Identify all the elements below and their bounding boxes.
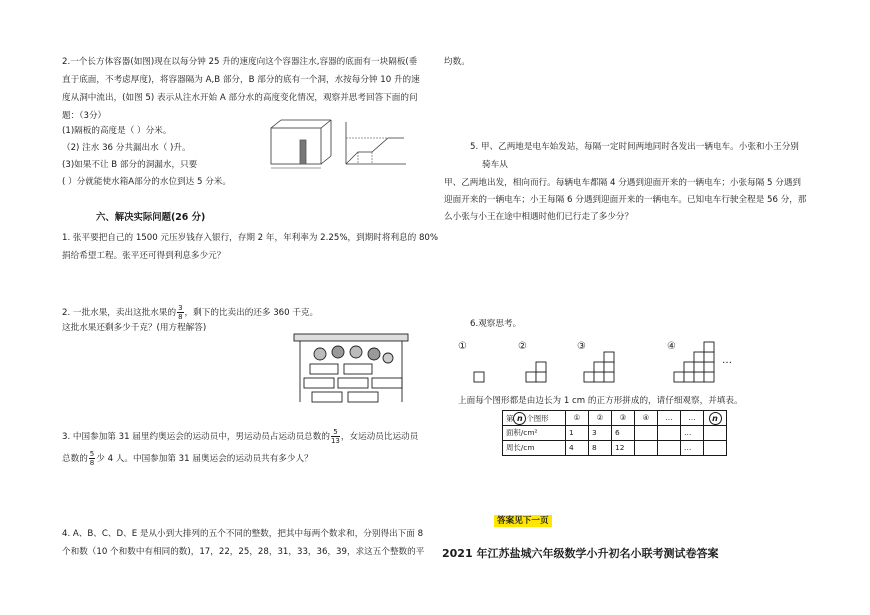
table-row-label: 周长/cm (503, 441, 566, 456)
p6-description: 上面每个图形都是由边长为 1 cm 的正方形拼成的，请仔细观察，并填表。 (458, 396, 743, 406)
p5-line4: 迎面开来的一辆电车；小王每隔 6 分遇到迎面开来的一辆电车。已知电车行驶全程是 56 分，那 (444, 195, 807, 205)
table-header-row (503, 411, 727, 426)
p2-line1 (62, 304, 318, 321)
container-figure (266, 116, 410, 174)
area-perimeter-table (502, 410, 727, 456)
q2-sub1: (1)隔板的高度是（ ）分米。 (62, 126, 172, 136)
table-cell: ① (566, 411, 589, 426)
table-cell: 8 (589, 441, 612, 456)
staircase-figures (468, 336, 728, 386)
table-cell: … (681, 426, 704, 441)
table-cell (704, 441, 727, 456)
figure-label-4: ④ (667, 341, 676, 352)
p2-fraction: $\frac{3}{8}$ (178, 304, 183, 321)
p3-fraction-2: $\frac{5}{8}$ (89, 450, 95, 467)
q2-sub2: （2) 注水 36 分共漏出水（ )升。 (62, 143, 191, 153)
p1-line1: 1. 张平要把自己的 1500 元压岁钱存入银行，存期 2 年，年利率为 2.25%，到期时将利息的 80% (62, 233, 439, 243)
table-cell: 3 (589, 426, 612, 441)
table-cell: ③ (612, 411, 635, 426)
q2-line4: 题：（3分） (62, 111, 107, 121)
p5-line2: 骑车从 (482, 160, 508, 170)
q2-line3: 度从洞中流出，(如图 5) 表示从注水开始 A 部分水的高度变化情况，观察并思考回答下面的问 (62, 93, 418, 103)
p5-line5: 么小张与小王在途中相遇时他们已行走了多少分？ (444, 212, 634, 222)
section-6-heading: 六、解决实际问题(26 分) (96, 212, 206, 223)
table-cell (704, 426, 727, 441)
p3-line1: 3. 中国参加第 31 届里约奥运会的运动员中，男运动员占运动员总数的 $\frac{5}{13}$ ，女运动员比运动员 (62, 428, 419, 445)
p2-text-b: ，剩下的比卖出的还多 360 千克。 (184, 308, 319, 318)
table-cell: 6 (612, 426, 635, 441)
figure-label-2: ② (518, 341, 527, 352)
p2-text-a: 2. 一批水果，卖出这批水果的 (62, 308, 177, 318)
table-row-perimeter (503, 441, 727, 456)
figure-label-1: ① (458, 341, 467, 352)
table-cell: ④ (635, 411, 658, 426)
table-cell: ② (589, 411, 612, 426)
table-cell: … (658, 411, 681, 426)
table-cell (658, 426, 681, 441)
p4-continuation: 均数。 (444, 57, 470, 67)
p3-line2: 总数的 $\frac{5}{8}$ 少 4 人。中国参加第 31 届奥运会的运动员共有多少人？ (62, 450, 313, 467)
table-cell (635, 441, 658, 456)
q2-sub4: ( ）分就能使水箱A部分的水位到达 5 分米。 (62, 177, 231, 187)
table-cell: 4 (566, 441, 589, 456)
table-cell-n: n (704, 411, 727, 426)
table-cell: … (681, 441, 704, 456)
p5-line1: 5. 甲、乙两地是电车始发站，每隔一定时间两地同时各发出一辆电车。小张和小王分别 (470, 142, 799, 152)
table-cell: … (681, 411, 704, 426)
q2-line1: 2.一个长方体容器(如图)现在以每分钟 25 升的速度向这个容器注水,容器的底面有一块隔板(垂 (62, 57, 418, 67)
p5-line3: 甲、乙两地出发，相向而行。每辆电车都隔 4 分遇到迎面开来的一辆电车；小张每隔 5 分遇到 (444, 178, 802, 188)
p6-title: 6.观察思考。 (470, 319, 522, 329)
table-cell: 12 (612, 441, 635, 456)
figure-ellipsis: … (722, 355, 732, 366)
figure-label-3: ③ (577, 341, 586, 352)
p4-line1: 4. A、B、C、D、E 是从小到大排列的五个不同的整数，把其中每两个数求和，分别得出下面 8 (62, 529, 424, 539)
table-cell (635, 426, 658, 441)
answer-note: 答案见下一页 (494, 517, 552, 526)
p3-fraction-1: $\frac{5}{13}$ (330, 428, 340, 445)
p1-line2: 捐给希望工程。张平还可得到利息多少元？ (62, 251, 226, 261)
q2-line2: 直于底面，不考虑厚度)，将容器隔为 A,B 部分，B 部分的底有一个洞，水按每分钟 10 升的速 (62, 75, 420, 85)
p4-line2: 个和数（10 个和数中有相同的数)，17，22，25，28，31，33，36，39，求这五个整数的平 (62, 547, 425, 557)
table-cell: 1 (566, 426, 589, 441)
fruit-stand-illustration (292, 332, 412, 406)
table-cell (658, 441, 681, 456)
table-row-label: 面积/cm² (503, 426, 566, 441)
header-figure-cell: 第 n 个图形 (503, 411, 566, 426)
q2-sub3: (3)如果不让 B 部分的洞漏水，只要 (62, 160, 198, 170)
p2-line2: 这批水果还剩多少千克？(用方程解答) (62, 323, 207, 333)
table-row-area (503, 426, 727, 441)
answer-title: 2021 年江苏盐城六年级数学小升初名小联考测试卷答案 (442, 547, 719, 560)
